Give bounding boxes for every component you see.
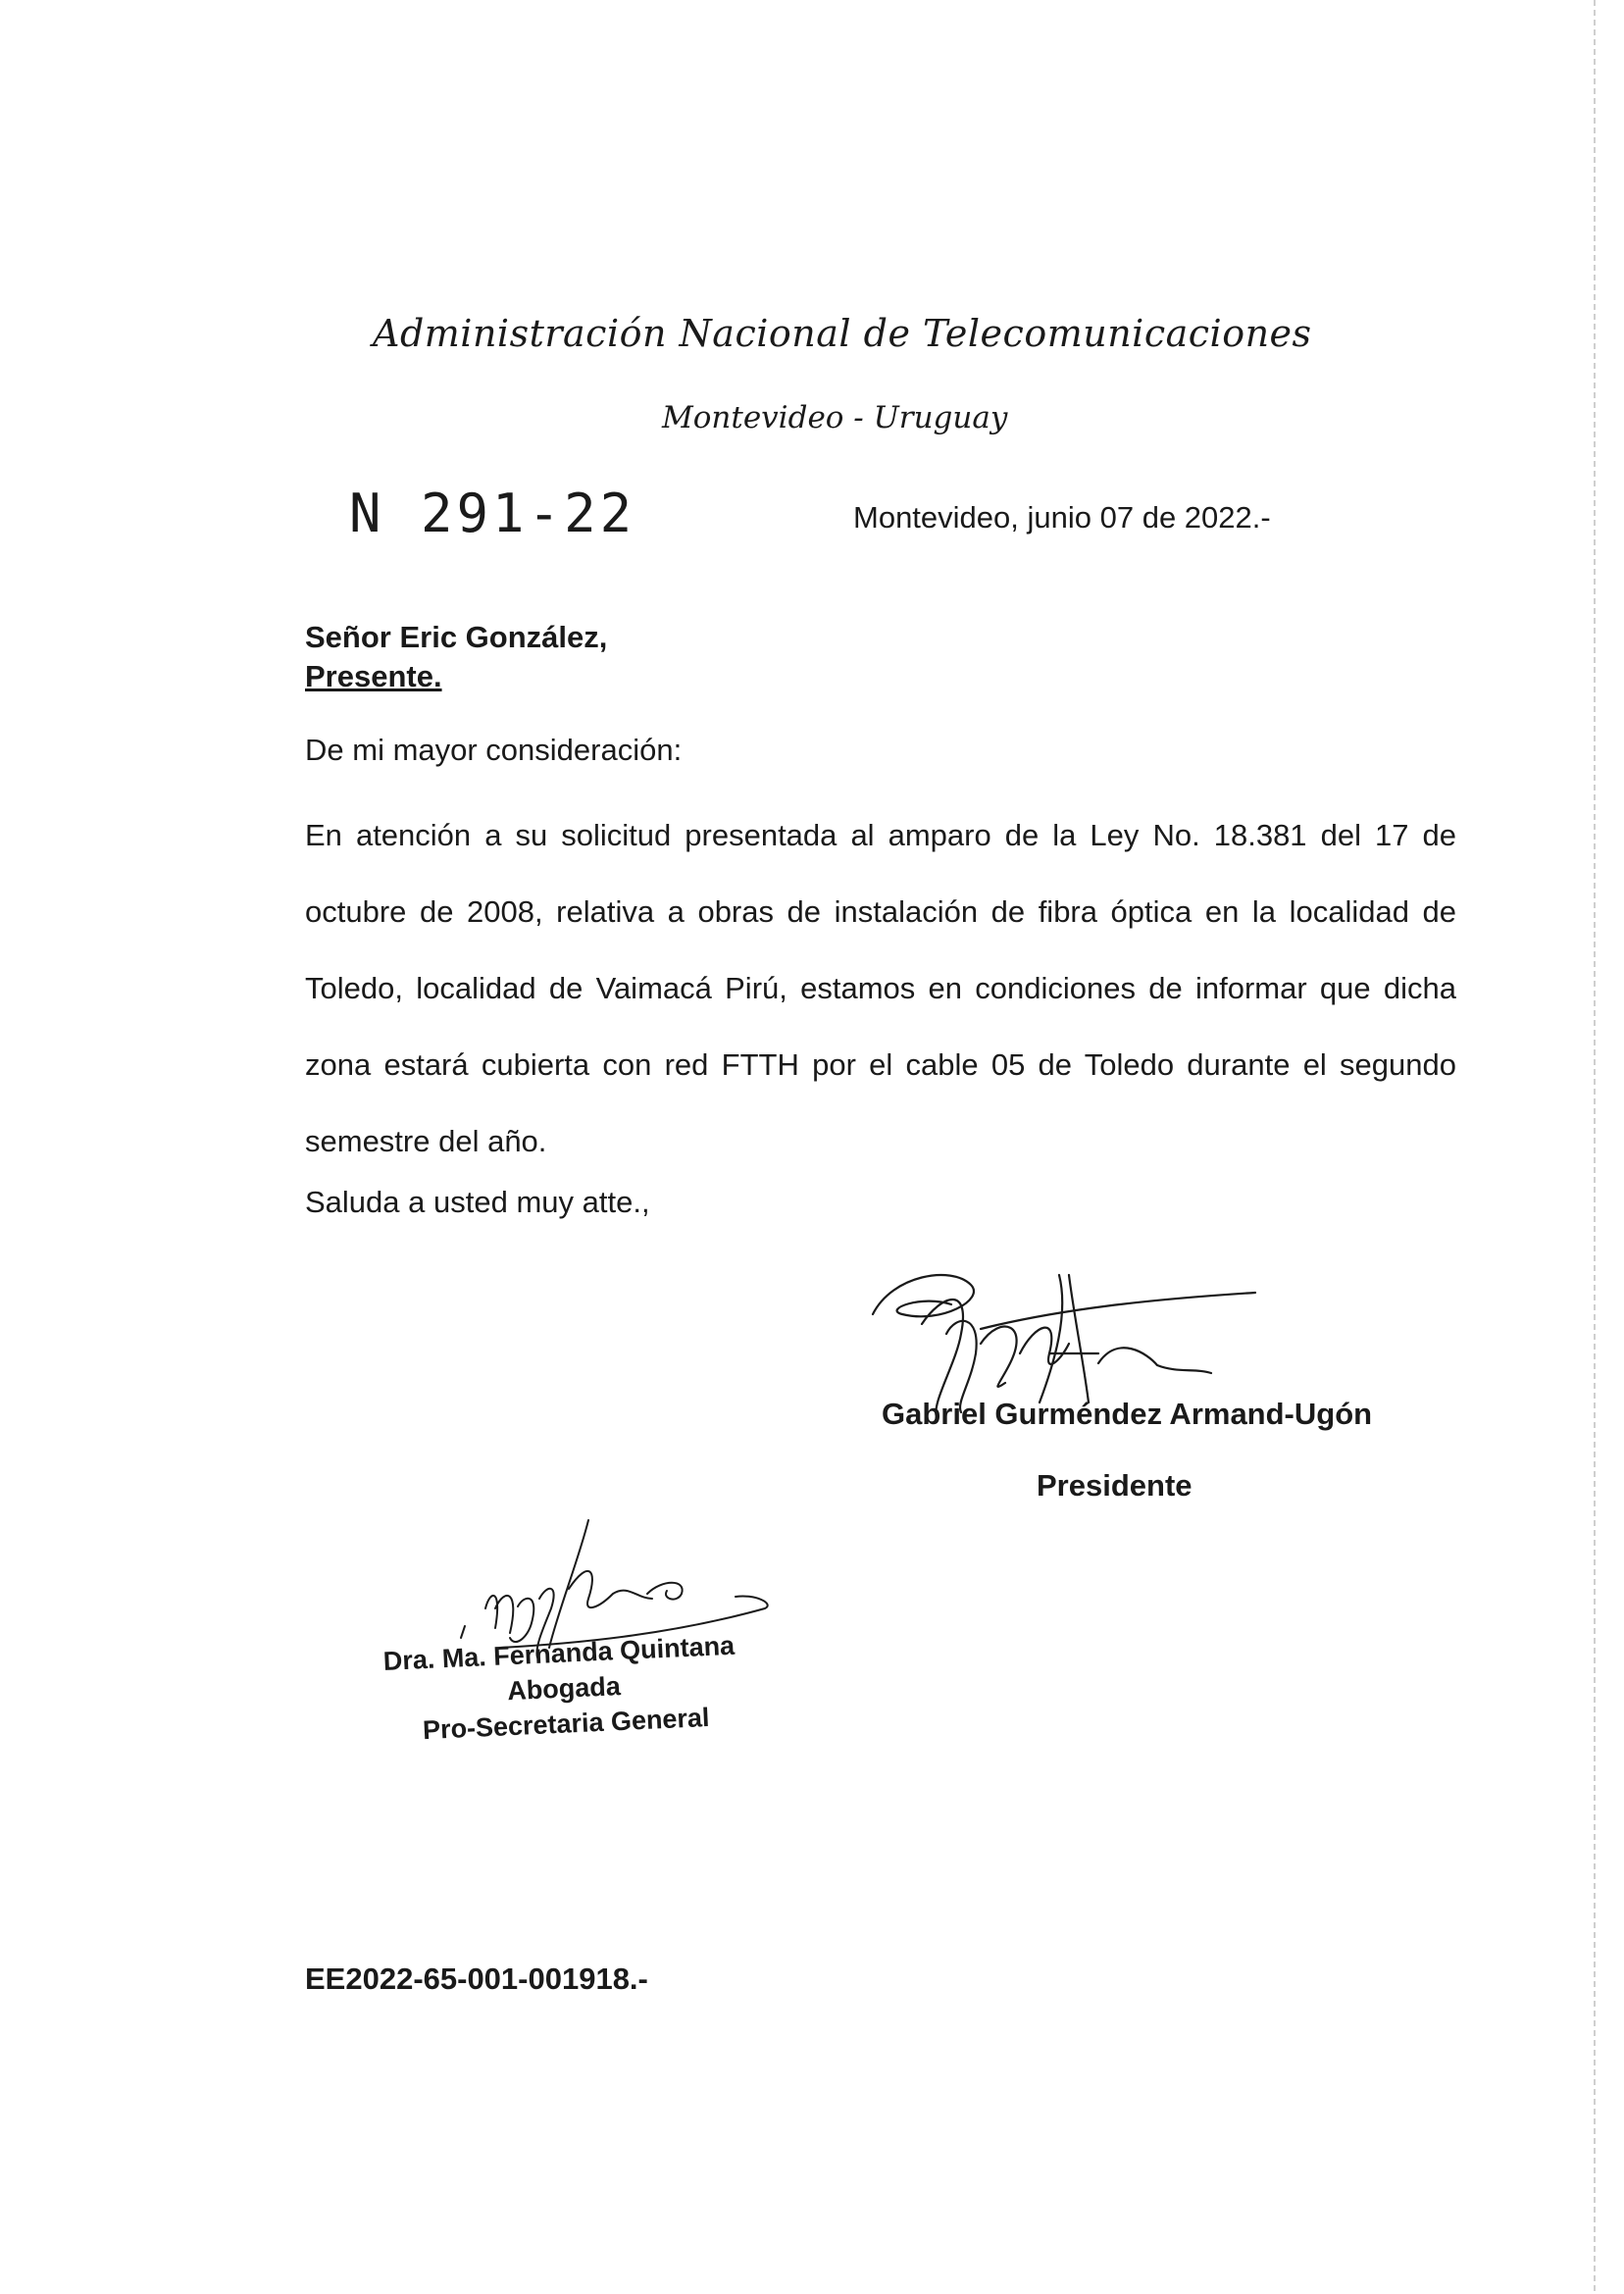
secretary-title: Pro-Secretaria General xyxy=(422,1702,711,1746)
recipient-name: Señor Eric González, xyxy=(305,620,608,654)
scan-page-edge xyxy=(1594,0,1596,2294)
letterhead-city: Montevideo - Uruguay xyxy=(662,400,1008,435)
document-date: Montevideo, junio 07 de 2022.- xyxy=(853,500,1271,535)
secretary-name: Dra. Ma. Fernanda Quintana xyxy=(382,1630,736,1676)
recipient-present: Presente. xyxy=(305,659,442,693)
letterhead-organization: Administración Nacional de Telecomunicaciones xyxy=(373,312,1312,355)
file-reference: EE2022-65-001-001918.- xyxy=(305,1962,648,1996)
closing-line: Saluda a usted muy atte., xyxy=(305,1185,650,1219)
secretary-stamp xyxy=(382,1627,760,1750)
secretary-role: Abogada xyxy=(506,1671,622,1707)
salutation: De mi mayor consideración: xyxy=(305,733,683,767)
letter-body: En atención a su solicitud presentada al amparo de la Ley No. 18.381 del 17 de octubre de 2008, relativa a obras de instalación de fibra óptica en la localidad de Toledo, localidad de Vaimacá Pirú, estamos en condiciones de informar que dicha zona estará cubierta con red FTTH por el cable 05 de Toledo durante el segundo semestre del año. xyxy=(305,818,1456,1158)
president-title: Presidente xyxy=(1037,1468,1193,1503)
president-name: Gabriel Gurméndez Armand-Ugón xyxy=(882,1397,1373,1431)
document-number: N 291-22 xyxy=(349,483,636,544)
